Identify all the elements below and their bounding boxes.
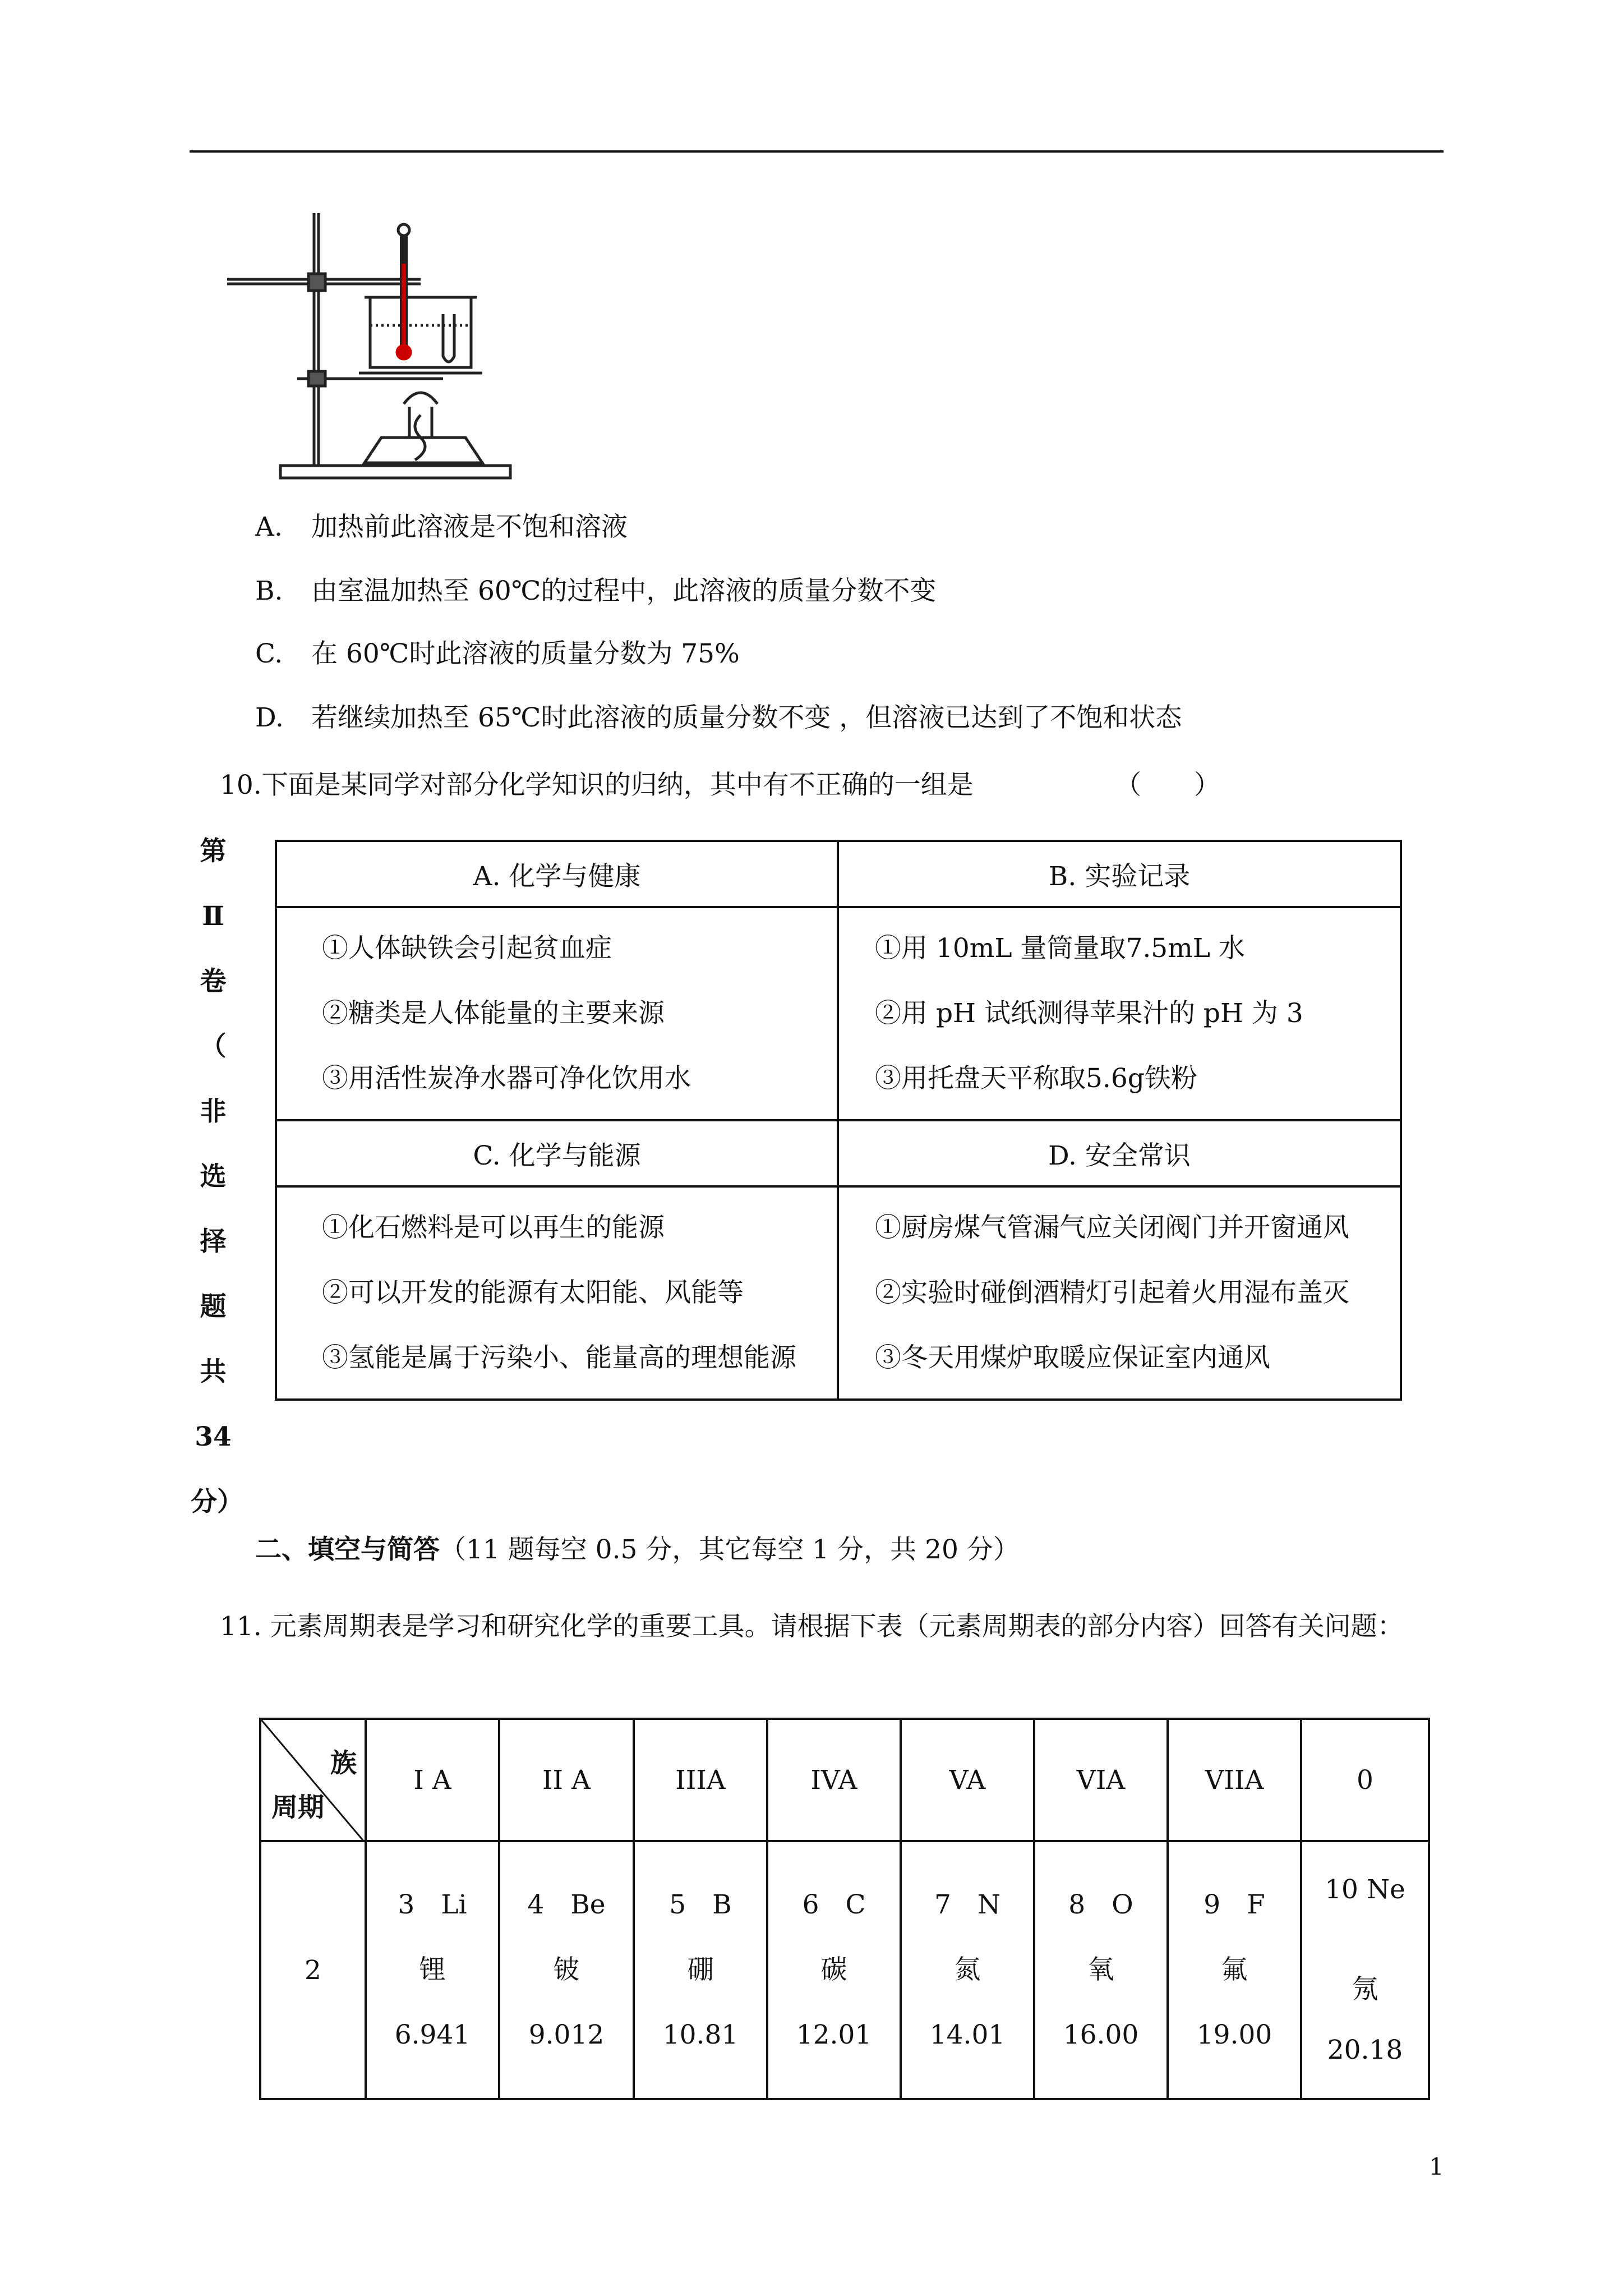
- element-number-symbol: 10 Ne: [1325, 1874, 1405, 1905]
- question-11: 11. 元素周期表是学习和研究化学的重要工具。请根据下表（元素周期表的部分内容）回答有关问题：: [220, 1611, 1404, 1642]
- option-text: 加热前此溶液是不饱和溶液: [311, 512, 628, 542]
- group-header: IVA: [767, 1719, 901, 1841]
- group-header: I A: [366, 1719, 499, 1841]
- answer-blank: （ ）: [1115, 770, 1220, 800]
- element-name: 氮: [954, 1954, 981, 1985]
- header-rule: [190, 150, 1444, 153]
- element-number-symbol: 6 C: [802, 1889, 866, 1920]
- table-cell-c: [276, 1186, 838, 1400]
- element-name: 硼: [687, 1954, 714, 1985]
- element-number-symbol: 8 O: [1068, 1889, 1133, 1920]
- element-mass: 19.00: [1196, 2019, 1272, 2050]
- side-char: 第: [200, 836, 227, 867]
- element-cell: [901, 1841, 1034, 2099]
- section-2-note: （11 题每空 0.5 分，其它每空 1 分，共 20 分）: [440, 1534, 1020, 1565]
- periodic-table: [259, 1718, 1430, 2100]
- element-number-symbol: 3 Li: [398, 1889, 467, 1920]
- option-d: [255, 701, 1182, 735]
- table-corner: [260, 1719, 366, 1841]
- option-label: B.: [255, 576, 283, 606]
- element-cell: [1301, 1841, 1429, 2099]
- section-side-label: [191, 819, 243, 1535]
- option-a: [255, 510, 628, 544]
- side-char: 择: [200, 1226, 227, 1257]
- side-char: 选: [200, 1161, 227, 1192]
- element-number-symbol: 9 F: [1204, 1889, 1265, 1920]
- group-header: IIIA: [634, 1719, 767, 1841]
- element-mass: 14.01: [929, 2019, 1006, 2050]
- table-line: ②糖类是人体能量的主要来源: [322, 998, 665, 1029]
- element-cell: [499, 1841, 634, 2099]
- table-line: ①化石燃料是可以再生的能源: [322, 1212, 665, 1243]
- table-line: ①厨房煤气管漏气应关闭阀门并开窗通风: [875, 1212, 1349, 1243]
- element-name: 铍: [553, 1954, 580, 1985]
- table-cell-b: [838, 907, 1401, 1120]
- period-number: 2: [260, 1841, 366, 2099]
- side-char: 34: [195, 1421, 232, 1452]
- corner-group-label: 族: [330, 1748, 357, 1779]
- corner-period-label: 周期: [271, 1792, 324, 1823]
- table-line: ②可以开发的能源有太阳能、风能等: [322, 1277, 744, 1308]
- side-char: （: [200, 1031, 227, 1062]
- knowledge-summary-table: [275, 840, 1402, 1401]
- element-mass: 6.941: [394, 2019, 471, 2050]
- element-cell: [634, 1841, 767, 2099]
- side-char: Ⅱ: [202, 901, 224, 932]
- element-number-symbol: 7 N: [934, 1889, 1001, 1920]
- question-10: [220, 764, 1220, 802]
- element-number-symbol: 5 B: [669, 1889, 732, 1920]
- group-header: II A: [499, 1719, 634, 1841]
- table-header-c: C. 化学与能源: [276, 1120, 838, 1186]
- group-header: VIIA: [1168, 1719, 1301, 1841]
- option-text: 由室温加热至 60℃的过程中，此溶液的质量分数不变: [311, 576, 937, 606]
- question-10-text: 10.下面是某同学对部分化学知识的归纳，其中有不正确的一组是: [220, 770, 974, 800]
- element-number-symbol: 4 Be: [527, 1889, 606, 1920]
- element-cell: [1168, 1841, 1301, 2099]
- group-header: 0: [1301, 1719, 1429, 1841]
- table-line: ②实验时碰倒酒精灯引起着火用湿布盖灭: [875, 1277, 1349, 1308]
- element-cell: [1034, 1841, 1168, 2099]
- table-header-a: A. 化学与健康: [276, 841, 838, 907]
- option-c: [255, 637, 740, 671]
- table-line: ②用 pH 试纸测得苹果汁的 pH 为 3: [875, 998, 1303, 1029]
- element-mass: 10.81: [662, 2019, 739, 2050]
- table-line: ③氢能是属于污染小、能量高的理想能源: [322, 1342, 796, 1373]
- section-2-title: 二、填空与简答: [255, 1534, 440, 1565]
- option-b: [255, 574, 936, 608]
- table-line: ①人体缺铁会引起贫血症: [322, 933, 612, 964]
- table-line: ③用托盘天平称取5.6g铁粉: [875, 1063, 1197, 1094]
- option-label: C.: [255, 638, 283, 669]
- element-name: 锂: [419, 1954, 446, 1985]
- table-cell-a: [276, 907, 838, 1120]
- element-cell: [767, 1841, 901, 2099]
- option-text: 在 60℃时此溶液的质量分数为 75%: [311, 638, 740, 669]
- element-name: 氧: [1087, 1954, 1114, 1985]
- element-name: 碳: [820, 1954, 847, 1985]
- element-name: 氖: [1352, 1974, 1378, 2005]
- option-label: D.: [255, 702, 284, 733]
- page-number: 1: [1429, 2153, 1444, 2180]
- element-cell: [366, 1841, 499, 2099]
- element-mass: 12.01: [796, 2019, 872, 2050]
- side-char: 非: [200, 1096, 227, 1127]
- table-header-b: B. 实验记录: [838, 841, 1401, 907]
- side-char: 共: [200, 1356, 227, 1387]
- element-mass: 16.00: [1063, 2019, 1139, 2050]
- option-text: 若继续加热至 65℃时此溶液的质量分数不变 ，但溶液已达到了不饱和状态: [311, 702, 1182, 733]
- side-char: 题: [200, 1291, 227, 1322]
- table-line: ③用活性炭净水器可净化饮用水: [322, 1063, 691, 1094]
- side-char: 分）: [191, 1487, 243, 1517]
- element-mass: 9.012: [528, 2019, 605, 2050]
- option-label: A.: [255, 512, 283, 542]
- table-header-d: D. 安全常识: [838, 1120, 1401, 1186]
- element-name: 氟: [1221, 1954, 1248, 1985]
- table-line: ③冬天用煤炉取暖应保证室内通风: [875, 1342, 1270, 1373]
- section-2-heading: [255, 1529, 1020, 1566]
- element-mass: 20.18: [1327, 2035, 1403, 2065]
- group-header: VIA: [1034, 1719, 1168, 1841]
- table-line: ①用 10mL 量筒量取7.5mL 水: [875, 933, 1245, 964]
- side-char: 卷: [200, 966, 227, 997]
- heating-apparatus-figure: [219, 213, 516, 482]
- table-cell-d: [838, 1186, 1401, 1400]
- group-header: VA: [901, 1719, 1034, 1841]
